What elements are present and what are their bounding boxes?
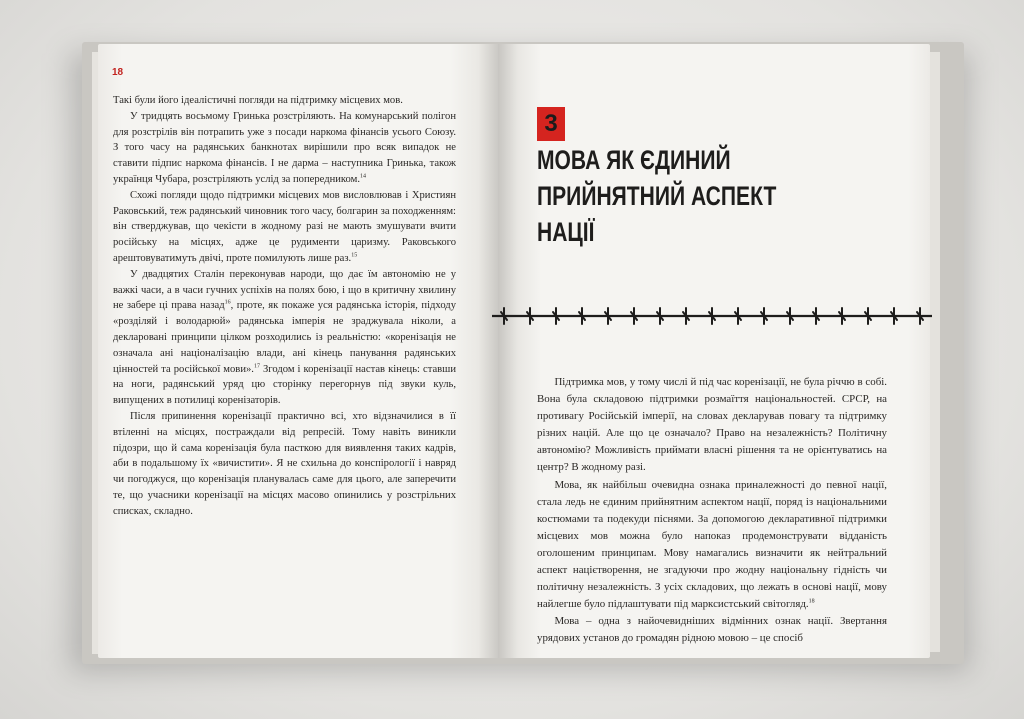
right-page-text xyxy=(537,374,887,648)
paragraph: У двадцятих Сталін переконував народи, що дає їм автономію не у важкі часи, а в часи гучних успіхів на полях бою, і що в критичну хвилину не забере ці права назад$^{16}$, проте, як покаже уся радянська історія, підходу «розділяй і володарюй» радянська імперія не зраджувала ніколи, а декларовані принципи цілком розходились із реальністю: «коренізація не означала ані націоналізацію влади, ані кінець панування радянських цінностей та російської мови».$^{17}$ Згодом і коренізації настав кінець: ставши на ноги, радянський уряд цю сторінку перегорнув під звуки куль, випущених в потилиці коренізаторів. xyxy=(113,268,457,407)
book-gutter xyxy=(478,44,518,658)
paragraph: Мова, як найбільш очевидна ознака приналежності до певної нації, стала ледь не єдиним прийнятним аспектом нації, поряд із національними костюмами та подекуди піснями. За допомогою декларативної підтримки місцевих мов можна було напоказ продемонструвати відданість оголошеним принципам. Мову намагались визначити як нейтральний аспект націєтворення, не згадуючи про жодну національну гідність чи політичну незалежність. З усіх складових, що лежать в основі нації, мову найлегше було підлаштувати під марксистський світогляд.$^{18}$ xyxy=(537,478,887,611)
footnote-marker: 16 xyxy=(224,299,231,306)
footnote-marker: 15 xyxy=(351,252,358,259)
barbed-wire-divider xyxy=(492,303,932,329)
footnote-marker: 18 xyxy=(808,598,815,605)
page-number: 18 xyxy=(112,67,124,78)
footnote-marker: 14 xyxy=(359,173,366,180)
left-page-text xyxy=(113,93,456,520)
footnote-marker: 17 xyxy=(253,363,260,370)
paragraph: Такі були його ідеалістичні погляди на підтримку місцевих мов. xyxy=(113,95,403,106)
paragraph: Підтримка мов, у тому числі й під час коренізації, не була річчю в собі. Вона була складовою підтримки розмаїття національностей. СРСР, на противагу Російській імперії, на словах декларував повагу та підтримку різних націй. Але що це означало? Право на незалежність? Політичну автономію? Можливість приймати власні рішення та не орієнтуватись на центр? В жодному разі. xyxy=(537,376,887,474)
chapter-number-badge: 3 xyxy=(537,107,565,141)
paragraph: Мова – одна з найочевидніших відмінних ознак нації. Звертання урядових установ до громадян рідною мовою – це спосіб xyxy=(537,615,887,645)
paragraph: Після припинення коренізації практично всі, хто відзначилися в її втіленні на місцях, постраждали від репресій. Тому навіть виникли підозри, що й сама коренізація була пасткою для виявлення таких кадрів, аби в подальшому їх «вичистити». Я не схильна до конспірології і навряд чи погоджуся, що коренізація планувалась саме для цього, але заперечити те, що учасники коренізації на місцях масово опинились у розстрільних списках, складно. xyxy=(113,410,456,517)
chapter-title: МОВА ЯК ЄДИНИЙ ПРИЙНЯТНИЙ АСПЕКТ НАЦІЇ xyxy=(537,145,777,247)
paragraph: Схожі погляди щодо підтримки місцевих мов висловлював і Християн Раковський, теж радянський чиновник того часу, болгарин за походженням: він стверджував, що чекісти в жодному разі не мають змушувати вчити російську на місцях, адже це рудименти царизму. Раковського арештовуватимуть двічі, проте помилують лише раз.$^{15}$ xyxy=(113,189,456,264)
paragraph: У тридцять восьмому Гринька розстріляють. На комунарський полігон для розстрілів він потрапить уже з посади наркома фінансів усього Союзу. З того часу на радянських банкнотах вирішили про всяк випадок не ставити підпис наркома фінансів. І не дарма – наступника Гринька, також українця Чубара, розстріляють услід за попередником.$^{14}$ xyxy=(113,110,456,185)
